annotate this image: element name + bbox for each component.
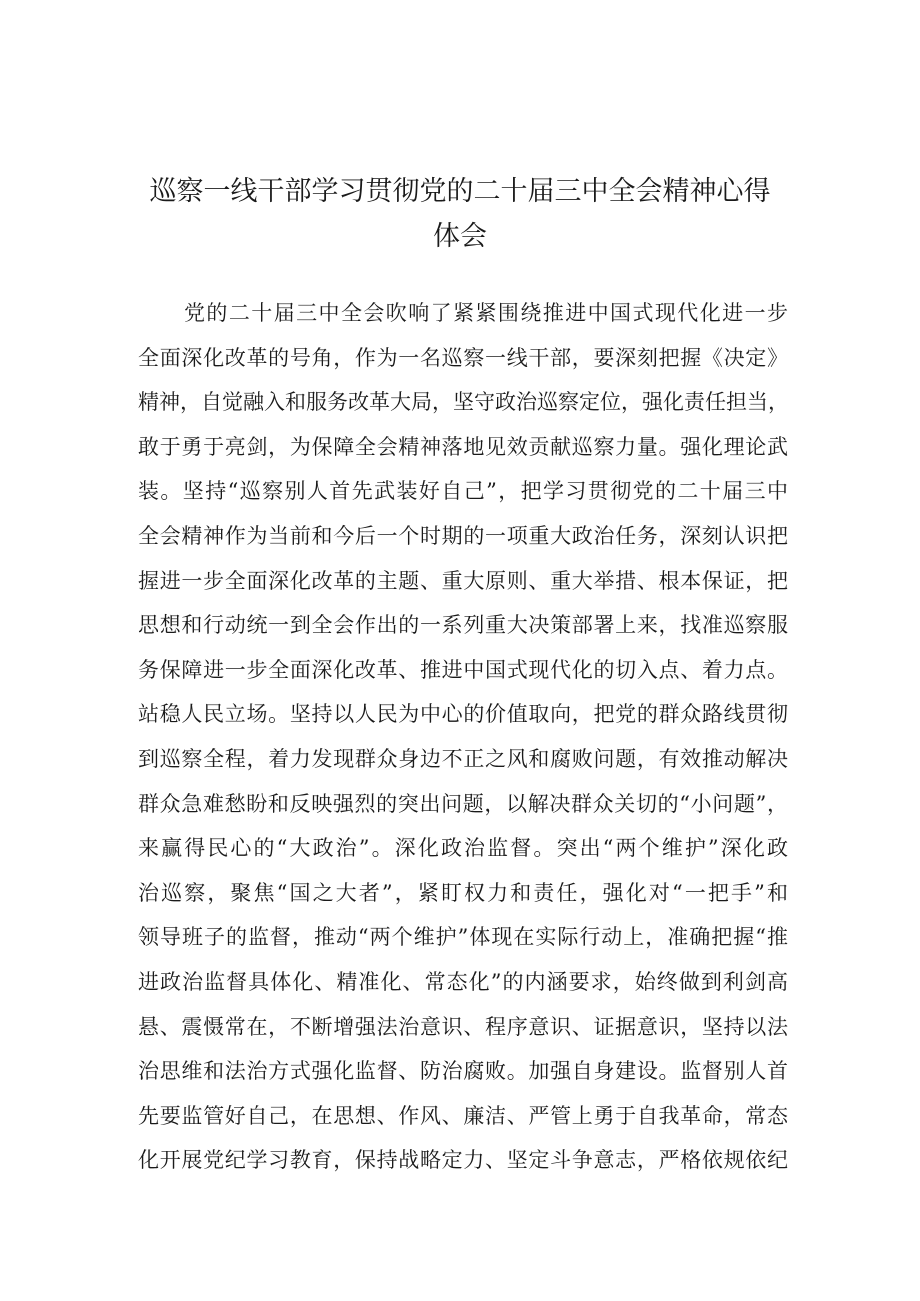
document-title-line-2: 体会 [433, 221, 487, 252]
body-line: 敢于勇于亮剑，为保障全会精神落地见效贡献巡察力量。强化理论武 [138, 434, 788, 459]
body-line: 来赢得民心的“大政治”。深化政治监督。突出“两个维护”深化政 [138, 836, 788, 861]
body-line: 握进一步全面深化改革的主题、重大原则、重大举措、根本保证，把 [138, 568, 788, 593]
body-line: 化开展党纪学习教育，保持战略定力、坚定斗争意志，严格依规依纪 [138, 1148, 788, 1173]
body-line: 群众急难愁盼和反映强烈的突出问题，以解决群众关切的“小问题”， [138, 791, 788, 816]
body-line: 站稳人民立场。坚持以人民为中心的价值取向，把党的群众路线贯彻 [138, 702, 788, 727]
body-line: 精神，自觉融入和服务改革大局，坚守政治巡察定位，强化责任担当， [138, 390, 789, 415]
body-line: 进政治监督具体化、精准化、常态化”的内涵要求，始终做到利剑高 [138, 969, 788, 994]
body-line: 党的二十届三中全会吹响了紧紧围绕推进中国式现代化进一步 [184, 301, 788, 325]
body-line: 悬、震慑常在，不断增强法治意识、程序意识、证据意识，坚持以法 [138, 1014, 788, 1039]
body-line: 装。坚持“巡察别人首先武装好自己”，把学习贯彻党的二十届三中 [138, 479, 788, 504]
body-line: 思想和行动统一到全会作出的一系列重大决策部署上来，找准巡察服 [138, 613, 788, 638]
body-line: 治思维和法治方式强化监督、防治腐败。加强自身建设。监督别人首 [138, 1059, 788, 1084]
body-line: 到巡察全程，着力发现群众身边不正之风和腐败问题，有效推动解决 [138, 746, 788, 771]
body-line: 治巡察，聚焦“国之大者”，紧盯权力和责任，强化对“一把手”和 [138, 880, 788, 905]
body-line: 领导班子的监督，推动“两个维护”体现在实际行动上，准确把握“推 [138, 925, 788, 950]
body-line: 先要监管好自己，在思想、作风、廉洁、严管上勇于自我革命，常态 [138, 1103, 788, 1128]
document-title-line-1: 巡察一线干部学习贯彻党的二十届三中全会精神心得 [149, 176, 771, 207]
document-body [138, 296, 788, 1188]
body-line: 全会精神作为当前和今后一个时期的一项重大政治任务，深刻认识把 [138, 523, 788, 548]
body-line: 务保障进一步全面深化改革、推进中国式现代化的切入点、着力点。 [138, 657, 788, 682]
body-line: 全面深化改革的号角，作为一名巡察一线干部，要深刻把握《决定》 [138, 345, 788, 370]
